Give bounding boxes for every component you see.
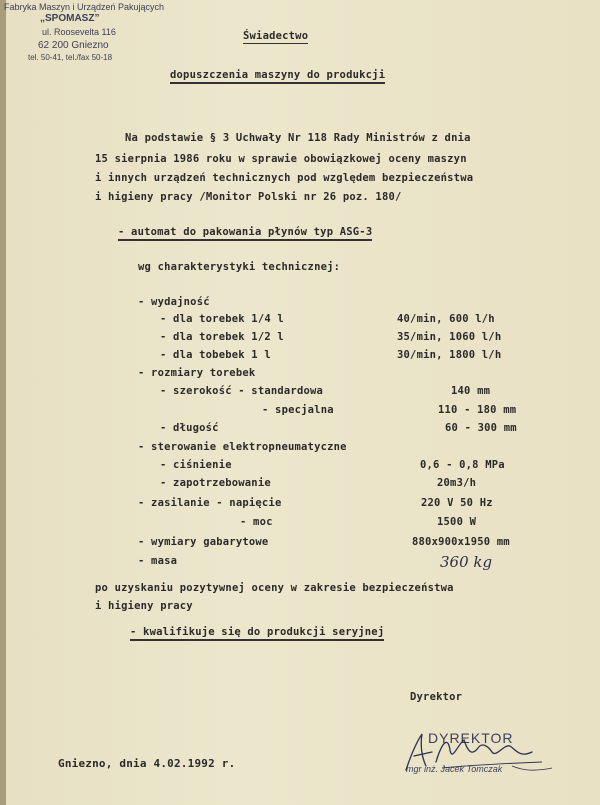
conclusion-line-2: i higieny pracy [95,600,193,612]
intro-line-2: 15 sierpnia 1986 roku w sprawie obowiązkowej oceny maszyn [95,153,467,165]
company-stamp [4,2,164,63]
spec-value-bag-one: 30/min, 1800 l/h [397,349,502,361]
intro-line-4: i higieny pracy /Monitor Polski nr 26 poz. 180/ [95,191,402,203]
stamp-line-city: 62 200 Gniezno [38,40,109,51]
spec-value-power: 1500 W [437,516,477,528]
intro-line-3: i innych urządzeń technicznych pod względem bezpieczeństwa [95,172,474,184]
document-title-wrap [243,30,308,42]
machine-name: - automat do pakowania płynów typ ASG-3 [118,226,372,241]
place-date: Gniezno, dnia 4.02.1992 r. [58,757,236,770]
spec-label-bag-size: - rozmiary torebek [138,367,256,379]
scan-edge [0,0,6,805]
spec-label-output: - wydajność [138,296,210,308]
document-subtitle-wrap [170,69,385,81]
document-title: Świadectwo [243,30,309,42]
document-subtitle: dopuszczenia maszyny do produkcji [170,69,385,84]
spec-label-bag-one: - dla tobebek 1 l [160,349,271,361]
machine-line-wrap [118,226,372,238]
director-signature-stamp [392,722,562,792]
qualification-text: - kwalifikuje się do produkcji seryjnej [130,626,384,641]
spec-label-dimensions: - wymiary gabarytowe [138,536,269,548]
spec-value-dimensions: 880x900x1950 mm [412,536,510,548]
spec-label-pressure: - ciśnienie [160,459,232,471]
stamp-line-company: Fabryka Maszyn i Urządzeń Pakujących [4,2,165,12]
handwritten-signature [392,722,562,792]
spec-label-air-demand: - zapotrzebowanie [160,477,271,489]
spec-label-voltage: - zasilanie - napięcie [138,497,282,509]
spec-value-pressure: 0,6 - 0,8 MPa [420,459,505,471]
spec-value-bag-quarter: 40/min, 600 l/h [397,313,495,325]
signature-stamp-name: mgr inż. Jacek Tomczak [406,764,503,774]
spec-value-mass: 360 kg [440,553,493,571]
intro-line-1: Na podstawie § 3 Uchwały Nr 118 Rady Ministrów z dnia [125,132,471,144]
spec-value-bag-half: 35/min, 1060 l/h [397,331,502,343]
director-label: Dyrektor [410,691,463,703]
stamp-line-street: ul. Roosevelta 116 [42,27,116,37]
spec-value-length: 60 - 300 mm [445,422,517,434]
qualification-wrap [130,626,384,638]
spec-label-width-special: - specjalna [262,404,334,416]
spec-value-voltage: 220 V 50 Hz [421,497,493,509]
spec-value-air-demand: 20m3/h [437,477,477,489]
conclusion-line-1: po uzyskaniu pozytywnej oceny w zakresie bezpieczeństwa [95,582,454,594]
spec-label-width-standard: - szerokość - standardowa [160,385,324,397]
spec-header: wg charakterystyki technicznej: [138,261,341,273]
stamp-line-brand: „SPOMASZ” [40,13,100,24]
stamp-line-phone: tel. 50-41, tel./fax 50-18 [28,53,113,62]
spec-value-width-standard: 140 mm [451,385,491,397]
spec-label-power: - moc [240,516,273,528]
spec-value-width-special: 110 - 180 mm [438,404,517,416]
signature-stamp-title: DYREKTOR [428,730,514,746]
spec-label-length: - długość [160,422,219,434]
spec-label-bag-half: - dla torebek 1/2 l [160,331,284,343]
spec-label-bag-quarter: - dla torebek 1/4 l [160,313,284,325]
spec-label-mass: - masa [138,555,178,567]
spec-label-control: - sterowanie elektropneumatyczne [138,441,347,453]
